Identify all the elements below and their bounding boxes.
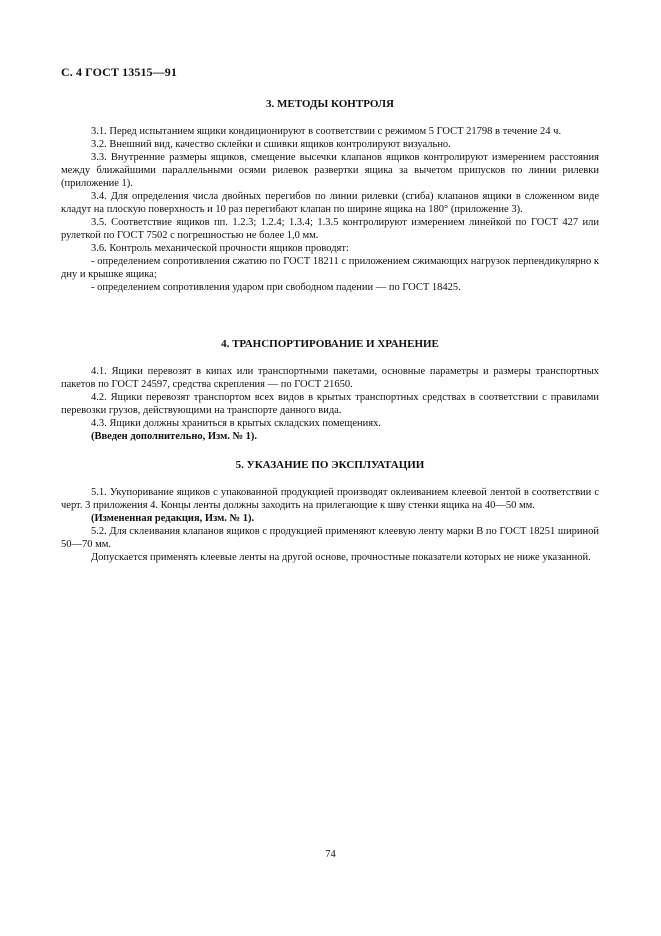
paragraph-5-1: 5.1. Укупоривание ящиков с упакованной продукцией производят оклеиванием клеевой лентой в соответствии с черт. 3 приложения 4. Концы ленты должны заходить на прилегающие к шву стенки ящика на 40—50 мм. — [61, 487, 599, 511]
section-title-methods: 3. МЕТОДЫ КОНТРОЛЯ — [266, 98, 394, 110]
page-number: 74 — [325, 849, 336, 860]
section-title-transport: 4. ТРАНСПОРТИРОВАНИЕ И ХРАНЕНИЕ — [221, 338, 439, 350]
page-header: С. 4 ГОСТ 13515—91 — [61, 65, 177, 79]
paragraph-3-1: 3.1. Перед испытанием ящики кондиционируют в соответствии с режимом 5 ГОСТ 21798 в течение 24 ч. — [91, 126, 562, 137]
paragraph-4-2: 4.2. Ящики перевозят транспортом всех видов в крытых транспортных средствах в соответствии с правилами перевозки грузов, действующими на транспорте данного вида. — [61, 392, 599, 416]
paragraph-3-4: 3.4. Для определения числа двойных перегибов по линии рилевки (сгиба) клапанов ящики в сложенном виде кладут на плоскую поверхность и 10 раз перегибают клапан по ширине ящика на 180° (приложение 3). — [61, 191, 599, 215]
paragraph-3-5: 3.5. Соответствие ящиков пп. 1.2.3; 1.2.4; 1.3.4; 1.3.5 контролируют измерением линейкой по ГОСТ 427 или рулеткой по ГОСТ 7502 с погрешностью не более 1,0 мм. — [61, 217, 599, 241]
paragraph-3-2: 3.2. Внешний вид, качество склейки и сшивки ящиков контролируют визуально. — [91, 139, 451, 150]
paragraph-4-1: 4.1. Ящики перевозят в кипах или транспортными пакетами, основные параметры и размеры транспортных пакетов по ГОСТ 24597, средства скрепления — по ГОСТ 21650. — [61, 366, 599, 390]
section-body-transport — [61, 365, 599, 443]
paragraph-3-3: 3.3. Внутренние размеры ящиков, смещение высечки клапанов ящиков контролируют измерением расстояния между ближайшими параллельными осями рилевок развертки ящика за вычетом припусков по линии рилевки (приложение 1). — [61, 152, 599, 189]
paragraph-3-6: 3.6. Контроль механической прочности ящиков проводят: — [91, 243, 349, 254]
amendment-note: (Введен дополнительно, Изм. № 1). — [91, 431, 258, 442]
paragraph-4-3: 4.3. Ящики должны храниться в крытых складских помещениях. — [91, 418, 381, 429]
section-body-methods — [61, 125, 599, 294]
section-title-operation: 5. УКАЗАНИЕ ПО ЭКСПЛУАТАЦИИ — [235, 459, 425, 471]
paragraph-3-6-item-2: - определением сопротивления ударом при свободном падении — по ГОСТ 18425. — [91, 282, 461, 293]
amendment-note: (Измененная редакция, Изм. № 1). — [91, 513, 255, 524]
paragraph-3-6-item-1: - определением сопротивления сжатию по ГОСТ 18211 с приложением сжимающих нагрузок перпендикулярно к дну и крышке ящика; — [61, 256, 599, 280]
paragraph-5-2: 5.2. Для склеивания клапанов ящиков с продукцией применяют клеевую ленту марки В по ГОСТ 18251 шириной 50—70 мм. — [61, 526, 599, 550]
section-body-operation — [61, 486, 599, 564]
paragraph-5-2-addendum: Допускается применять клеевые ленты на другой основе, прочностные показатели которых не ниже указанной. — [91, 552, 591, 563]
